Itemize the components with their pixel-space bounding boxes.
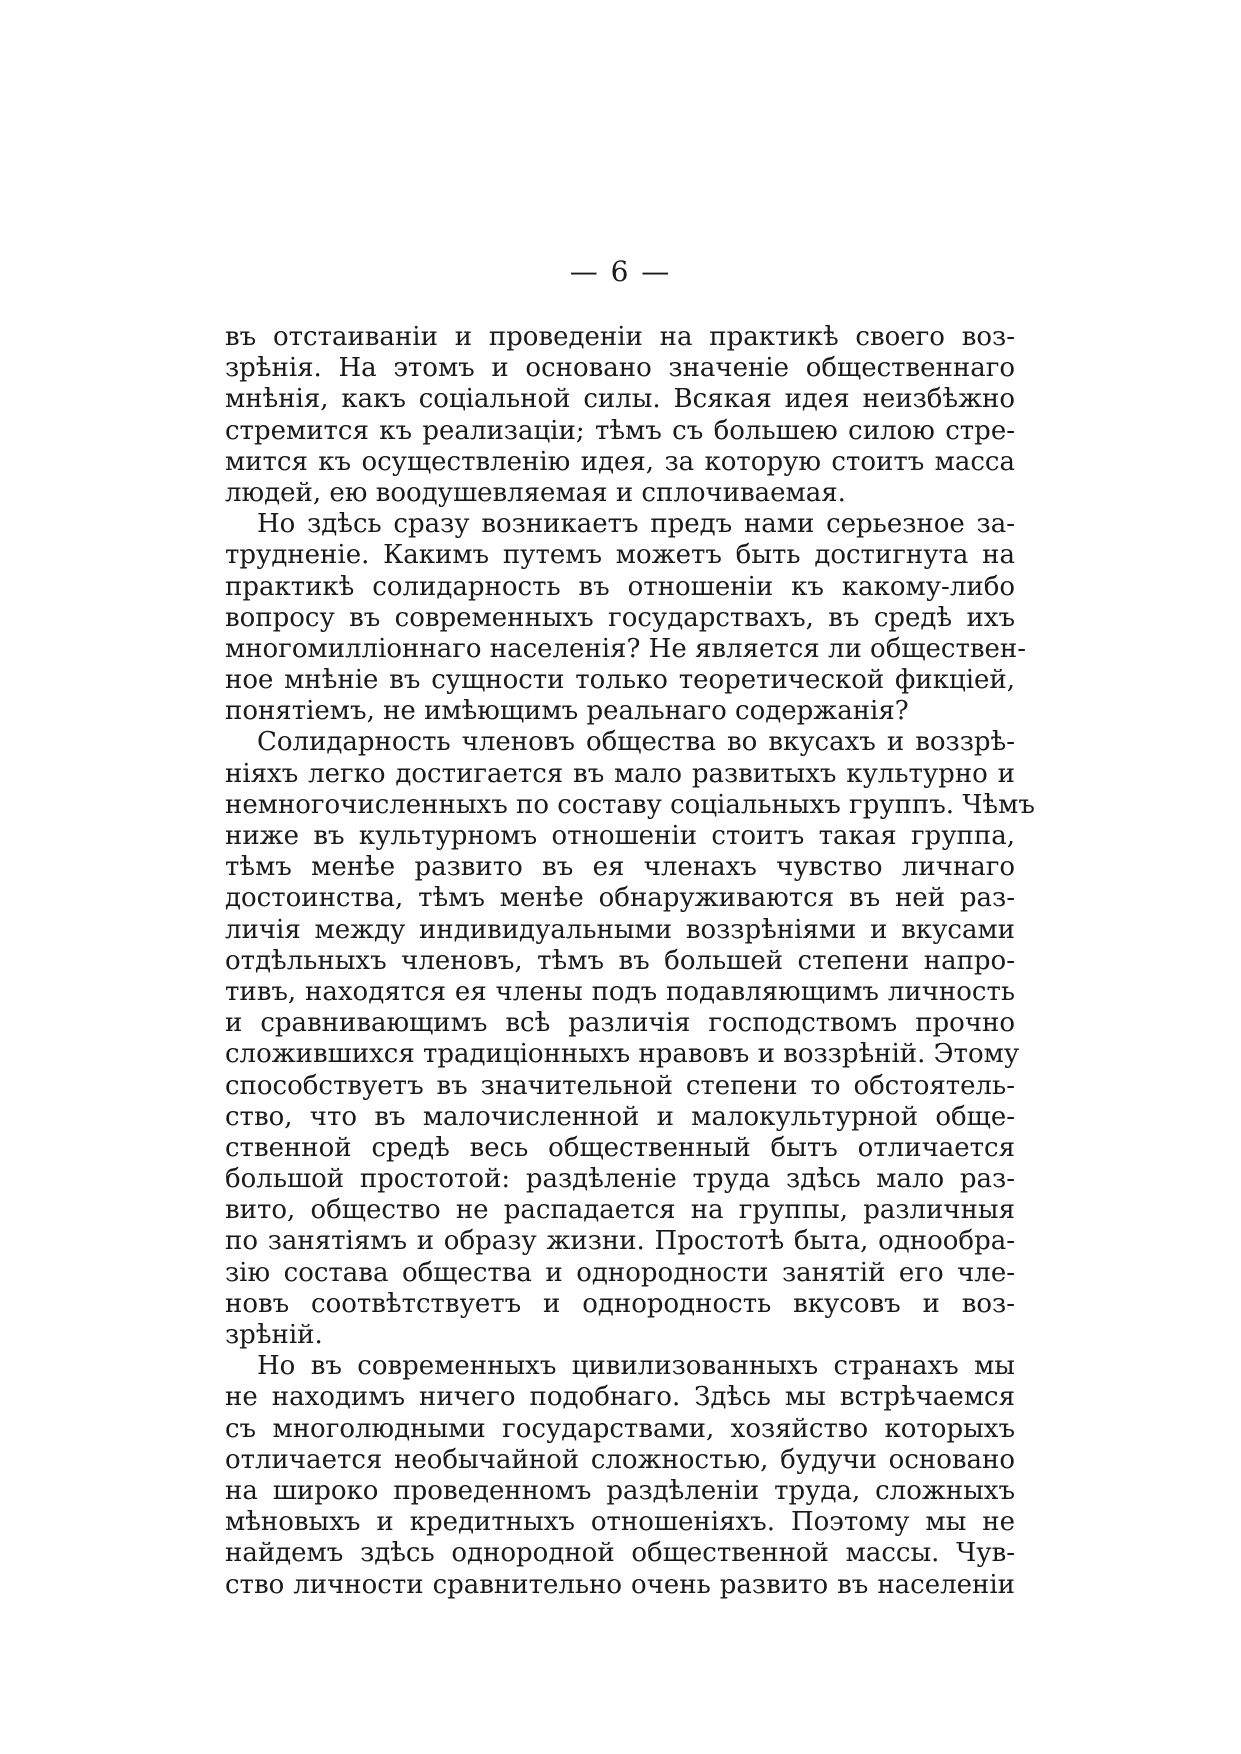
text-line: немногочисленныхъ по составу соціальныхъ группъ. Чѣмъ <box>225 789 1035 820</box>
page-number: — 6 — <box>569 255 672 288</box>
paragraph-1 <box>225 322 1015 509</box>
text-line: не находимъ ничего подобнаго. Здѣсь мы встрѣчаемся <box>225 1382 1015 1413</box>
text-line: мнѣнія, какъ соціальной силы. Всякая идея неизбѣжно <box>225 384 1015 415</box>
text-line: Солидарность членовъ общества во вкусахъ и воззрѣ- <box>257 727 1015 758</box>
body-text <box>225 322 1035 1601</box>
text-line: мѣновыхъ и кредитныхъ отношеніяхъ. Поэтому мы не <box>225 1507 1015 1538</box>
text-line: Но здѣсь сразу возникаетъ предъ нами серьезное за- <box>257 509 1015 540</box>
text-line: зію состава общества и однородности занятій его чле- <box>225 1257 1015 1288</box>
text-line: и сравнивающимъ всѣ различія господствомъ прочно <box>225 1008 1015 1039</box>
text-line: сложившихся традиціонныхъ нравовъ и воззрѣній. Этому <box>225 1039 1020 1070</box>
text-line: тѣмъ менѣе развито въ ея членахъ чувство личнаго <box>225 852 1015 883</box>
text-line: по занятіямъ и образу жизни. Простотѣ быта, однообра- <box>225 1226 1015 1257</box>
text-line: трудненіе. Какимъ путемъ можетъ быть достигнута на <box>225 540 1015 571</box>
text-line: личія между индивидуальными воззрѣніями и вкусами <box>225 914 1015 945</box>
text-line: достоинства, тѣмъ менѣе обнаруживаются въ ней раз- <box>225 883 1015 914</box>
text-line: практикѣ солидарность въ отношеніи къ какому-либо <box>225 571 1015 602</box>
text-line: отличается необычайной сложностью, будучи основано <box>225 1444 1015 1475</box>
text-line: отдѣльныхъ членовъ, тѣмъ въ большей степени напро- <box>225 945 1015 976</box>
paragraph-3 <box>225 727 1035 1351</box>
text-line: способствуетъ въ значительной степени то обстоятель- <box>225 1070 1015 1101</box>
text-line: ство, что въ малочисленной и малокультурной обще- <box>225 1101 1015 1132</box>
text-line: на широко проведенномъ раздѣленіи труда, сложныхъ <box>225 1475 1015 1506</box>
text-line: понятіемъ, не имѣющимъ реальнаго содержанія? <box>225 696 909 727</box>
text-line: ніяхъ легко достигается въ мало развитыхъ культурно и <box>225 758 1015 789</box>
text-line: вопросу въ современныхъ государствахъ, въ средѣ ихъ <box>225 602 1015 633</box>
text-line: въ отстаиваніи и проведеніи на практикѣ своего воз- <box>225 322 1015 352</box>
paragraph-2 <box>225 509 1027 727</box>
text-line: многомилліоннаго населенія? Не является ли обществен- <box>225 633 1027 664</box>
text-line: Но въ современныхъ цивилизованныхъ странахъ мы <box>257 1351 1015 1382</box>
text-line: новъ соотвѣтствуетъ и однородность вкусовъ и воз- <box>225 1288 1015 1319</box>
text-line: ное мнѣніе въ сущности только теоретической фикціей, <box>225 665 1015 696</box>
text-line: найдемъ здѣсь однородной общественной массы. Чув- <box>225 1538 1015 1569</box>
text-line: людей, ею воодушевляемая и сплочиваемая. <box>225 477 846 508</box>
text-line: мится къ осуществленію идея, за которую стоитъ масса <box>225 446 1015 477</box>
text-line: зрѣнія. На этомъ и основано значеніе общественнаго <box>225 353 1015 384</box>
text-line: большой простотой: раздѣленіе труда здѣсь мало раз- <box>225 1164 1015 1195</box>
text-line: ство личности сравнительно очень развито въ населеніи <box>225 1569 1015 1600</box>
text-line: ственной средѣ весь общественный бытъ отличается <box>225 1132 1015 1163</box>
text-line: стремится къ реализаціи; тѣмъ съ большею силою стре- <box>225 415 1015 446</box>
text-line: ниже въ культурномъ отношеніи стоитъ такая группа, <box>225 821 1015 851</box>
paragraph-4 <box>225 1351 1015 1601</box>
text-line: вито, общество не распадается на группы, различныя <box>225 1195 1015 1226</box>
text-line: зрѣній. <box>225 1320 323 1350</box>
text-line: съ многолюдными государствами, хозяйство которыхъ <box>225 1413 1015 1444</box>
text-line: тивъ, находятся ея члены подъ подавляющимъ личность <box>225 976 1015 1007</box>
